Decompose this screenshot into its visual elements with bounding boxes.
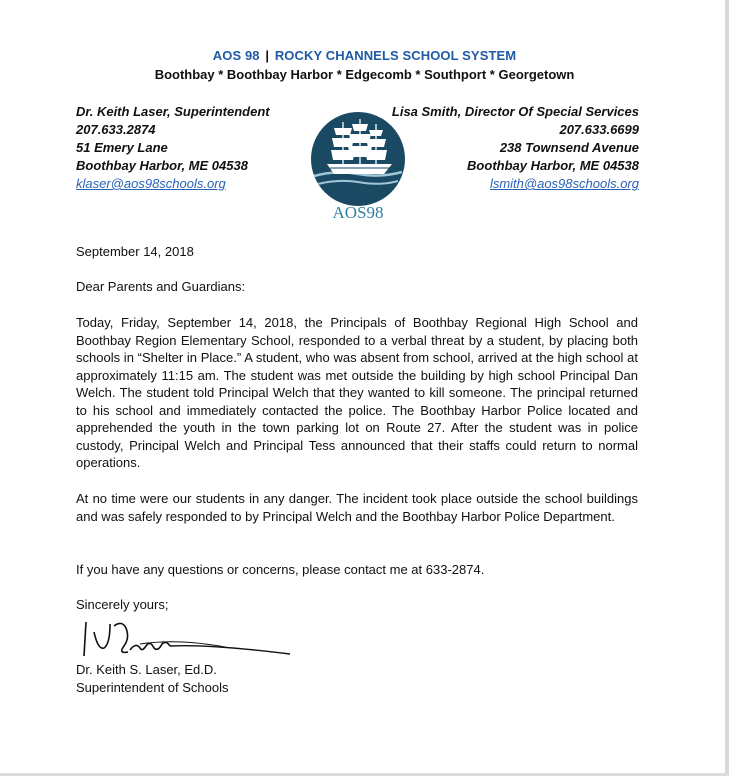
director-contact — [392, 103, 639, 193]
signer-name: Dr. Keith S. Laser, Ed.D. — [76, 662, 217, 677]
closing: Sincerely yours; — [76, 597, 169, 612]
logo-text: AOS98 — [332, 203, 384, 222]
page-edge-right — [725, 0, 729, 776]
signer-title: Superintendent of Schools — [76, 680, 229, 695]
signature-image — [70, 614, 300, 664]
org-name: AOS 98 — [212, 48, 260, 63]
paragraph-contact: If you have any questions or concerns, please contact me at 633-2874. — [76, 562, 485, 577]
superintendent-name: Dr. Keith Laser, Superintendent — [76, 104, 270, 119]
director-name: Lisa Smith, Director Of Special Services — [391, 104, 639, 119]
ship-icon — [311, 112, 405, 206]
superintendent-contact — [76, 103, 270, 193]
letter-date: September 14, 2018 — [76, 244, 194, 259]
salutation: Dear Parents and Guardians: — [76, 279, 246, 294]
aos98-logo — [300, 112, 416, 224]
superintendent-address-line1: 51 Emery Lane — [76, 140, 168, 155]
director-email-link[interactable]: lsmith@aos98schools.org — [489, 176, 639, 191]
superintendent-address-line2: Boothbay Harbor, ME 04538 — [76, 158, 248, 173]
letterhead-title — [0, 48, 729, 63]
director-address-line1: 238 Townsend Avenue — [499, 140, 639, 155]
superintendent-phone: 207.633.2874 — [76, 122, 156, 137]
director-phone: 207.633.6699 — [559, 122, 639, 137]
member-towns: Boothbay * Boothbay Harbor * Edgecomb * Southport * Georgetown — [154, 67, 575, 82]
superintendent-email-link[interactable]: klaser@aos98schools.org — [76, 176, 226, 191]
school-system-name: ROCKY CHANNELS SCHOOL SYSTEM — [274, 48, 517, 63]
paragraph-incident: Today, Friday, September 14, 2018, the Principals of Boothbay Regional High School and Boothbay Region Elementary School, responded to a verbal threat by a student, by placing both schools in “Shelter in Place.” A student, who was absent from school, arrived at the high school at approximately 11:15 am. The student was met outside the building by high school Principal Dan Welch. The student told Principal Welch that they wanted to kill someone. The principal returned to his school and immediately contacted the police. The Boothbay Harbor Police located and apprehended the youth in the town parking lot on Route 27. After the student was in police custody, Principal Welch and Principal Tess announced that their staffs could return to normal operations. — [76, 315, 638, 470]
director-address-line2: Boothbay Harbor, ME 04538 — [467, 158, 639, 173]
paragraph-safety: At no time were our students in any danger. The incident took place outside the school buildings and was safely responded to by Principal Welch and the Boothbay Harbor Police Department. — [76, 491, 638, 524]
header-separator: | — [265, 48, 270, 63]
